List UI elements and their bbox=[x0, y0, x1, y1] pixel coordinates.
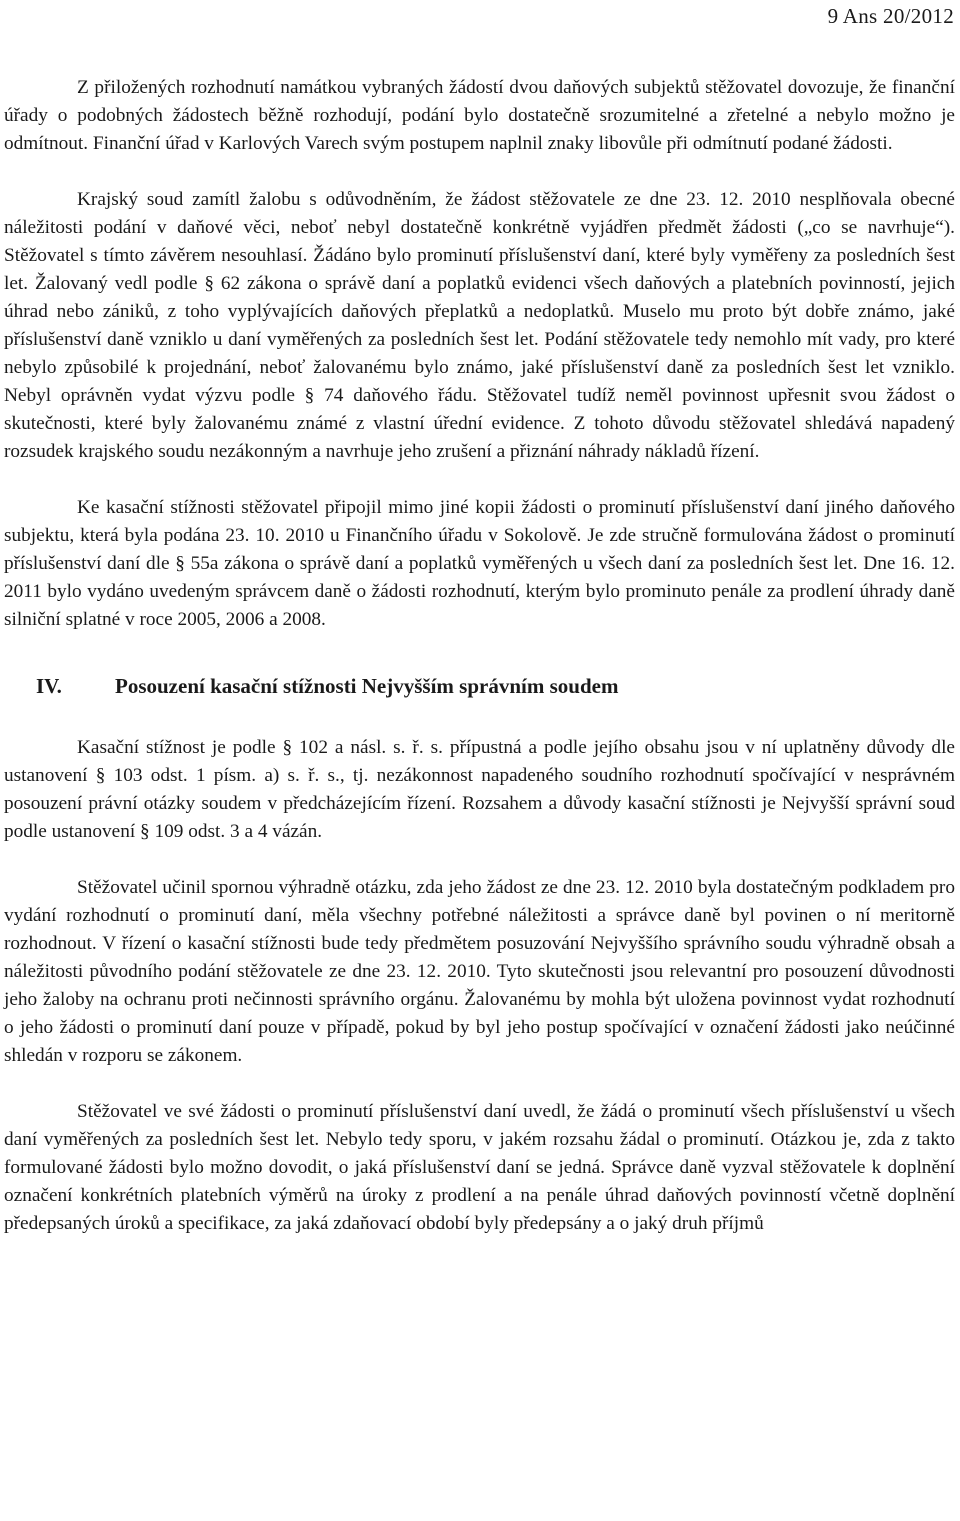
paragraph: Stěžovatel učinil spornou výhradně otázku, zda jeho žádost ze dne 23. 12. 2010 byla dostatečným podkladem pro vydání rozhodnutí o prominutí daní, měla všechny potřebné náležitosti a správce daně byl povinen o ní meritorně rozhodnout. V řízení o kasační stížnosti bude tedy předmětem posuzování Nejvyššího správního soudu výhradně obsah a náležitosti původního podání stěžovatele ze dne 23. 12. 2010. Tyto skutečnosti jsou relevantní pro posouzení důvodnosti jeho žaloby na ochranu proti nečinnosti správního orgánu. Žalovanému by mohla být uložena povinnost vydat rozhodnutí o jeho žádosti o prominutí daní pouze v případě, pokud by byl jeho postup spočívající v označení žádosti jako neúčinné shledán v rozporu se zákonem. bbox=[4, 877, 955, 1066]
paragraph: Krajský soud zamítl žalobu s odůvodněním, že žádost stěžovatele ze dne 23. 12. 2010 nesplňovala obecné náležitosti podání v daňové věci, neboť nebyl dostatečně konkrétně vyjádřen předmět žádosti („co se navrhuje“). Stěžovatel s tímto závěrem nesouhlasí. Žádáno bylo prominutí příslušenství daní, které byly vyměřeny za posledních šest let. Žalovaný vedl podle § 62 zákona o správě daní a poplatků evidenci všech daňových a platebních povinností, jejich úhrad nebo zániků, z toho vyplývajících daňových přeplatků a nedoplatků. Muselo mu proto být dobře známo, jaké příslušenství daně vzniklo u daní vyměřených za posledních šest let. Podání stěžovatele tedy nemohlo mít vady, pro které nebylo způsobilé k projednání, neboť žalovanému bylo známo, jaké příslušenství daně za posledních šest let vzniklo. Nebyl oprávněn vydat výzvu podle § 74 daňového řádu. Stěžovatel tudíž neměl povinnost upřesnit svou žádost o skutečnosti, které byly žalovanému známé z vlastní úřední evidence. Z tohoto důvodu stěžovatel shledává napadený rozsudek krajského soudu nezákonným a navrhuje jeho zrušení a přiznání náhrady nákladů řízení. bbox=[4, 189, 955, 462]
document-body bbox=[4, 74, 955, 1238]
section-title: Posouzení kasační stížnosti Nejvyšším správním soudem bbox=[115, 674, 619, 698]
paragraph: Z přiložených rozhodnutí namátkou vybraných žádostí dvou daňových subjektů stěžovatel dovozuje, že finanční úřady o podobných žádostech běžně rozhodují, podání bylo dostatečně srozumitelné a zřetelné a nebylo možno je odmítnout. Finanční úřad v Karlových Varech svým postupem naplnil znaky libovůle při odmítnutí podané žádosti. bbox=[4, 77, 955, 154]
paragraph: Ke kasační stížnosti stěžovatel připojil mimo jiné kopii žádosti o prominutí příslušenství daní jiného daňového subjektu, která byla podána 23. 10. 2010 u Finančního úřadu v Sokolově. Je zde stručně formulována žádost o prominutí příslušenství daní dle § 55a zákona o správě daní a poplatků vyměřených u všech daní za posledních šest let. Dne 16. 12. 2011 bylo vydáno uvedeným správcem daně o žádosti rozhodnutí, kterým bylo prominuto penále za prodlení úhrady daně silniční splatné v roce 2005, 2006 a 2008. bbox=[4, 497, 955, 630]
section-number: IV. bbox=[36, 674, 62, 698]
section-heading bbox=[4, 674, 955, 699]
case-number: 9 Ans 20/2012 bbox=[827, 4, 954, 28]
paragraph: Kasační stížnost je podle § 102 a násl. s. ř. s. přípustná a podle jejího obsahu jsou v ní uplatněny důvody dle ustanovení § 103 odst. 1 písm. a) s. ř. s., tj. nezákonnost napadeného soudního rozhodnutí spočívající v nesprávném posouzení právní otázky soudem v předcházejícím řízení. Rozsahem a důvody kasační stížnosti je Nejvyšší správní soud podle ustanovení § 109 odst. 3 a 4 vázán. bbox=[4, 737, 955, 842]
paragraph: Stěžovatel ve své žádosti o prominutí příslušenství daní uvedl, že žádá o prominutí všech příslušenství u všech daní vyměřených za posledních šest let. Nebylo tedy sporu, v jakém rozsahu žádal o prominutí. Otázkou je, zda z takto formulované žádosti bylo možno dovodit, o jaká příslušenství daní se jedná. Správce daně vyzval stěžovatele k doplnění označení konkrétních platebních výměrů na úroky z prodlení a na penále úhrad daňových povinností včetně doplnění předepsaných úroků a specifikace, za jaká zdaňovací období byly předepsány a o jaký druh příjmů bbox=[4, 1101, 955, 1234]
